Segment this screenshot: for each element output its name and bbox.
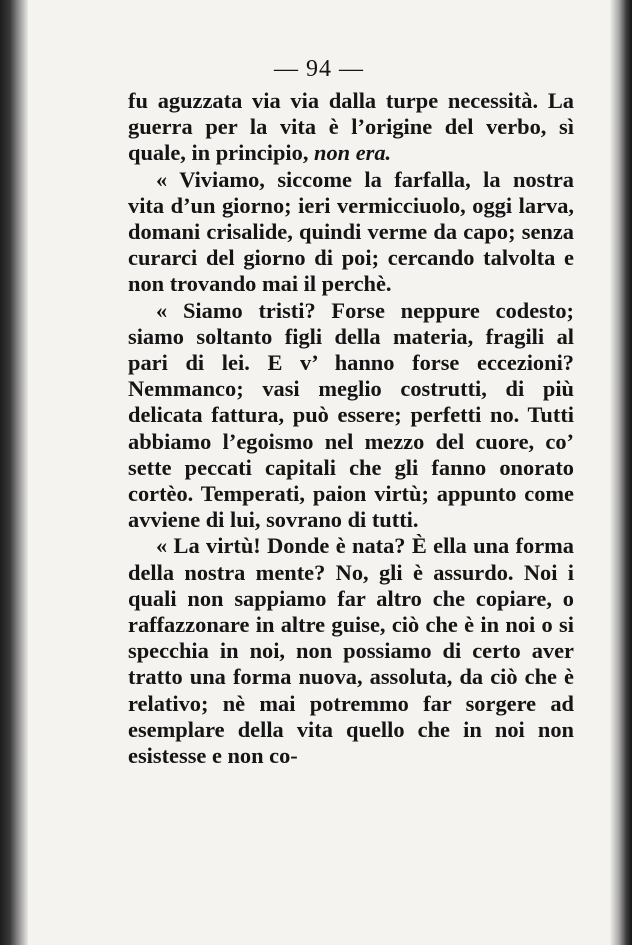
paragraph-viviamo: « Viviamo, siccome la farfalla, la nostra vita d’un giorno; ieri vermicciuolo, oggi larva, domani crisalide, quindi verme da capo; senza curarci del giorno di poi; cercando talvolta e non trovando mai il perchè. [128, 166, 574, 297]
book-edge-right [610, 0, 632, 945]
paragraph-siamo-tristi: « Siamo tristi? Forse neppure codesto; siamo soltanto figli della materia, fragili al pari di lei. E v’ hanno forse eccezioni? Nemmanco; vasi meglio costrutti, di più delicata fattura, può essere; perfetti no. Tutti abbiamo l’egoismo nel mezzo del cuore, co’ sette peccati capitali che gli fanno onorato cortèo. Temperati, paion virtù; appunto come avviene di lui, sovrano di tutti. [128, 297, 574, 533]
paragraph-continuation [128, 88, 574, 167]
emphasized-text: non era. [314, 140, 392, 166]
paragraph-la-virtu: « La virtù! Donde è nata? È ella una forma della nostra mente? No, gli è assurdo. Noi i quali non sappiamo far altro che copiare, o raffazzonare in altre guise, ciò che è in noi o si specchia in noi, non possiamo di certo aver tratto una forma nuova, assoluta, da ciò che è relativo; nè mai potremmo far sorgere ad esemplare della vita quello che in noi non esistesse e non co- [128, 533, 574, 769]
page-body-text [128, 88, 574, 769]
book-binding-left [0, 0, 28, 945]
page-number: — 94 — [274, 56, 364, 82]
book-page [28, 0, 610, 945]
paragraph-text: fu aguzzata via via dalla turpe necessità. La guerra per la vita è l’origine del verbo, sì quale, in principio, [128, 88, 574, 166]
